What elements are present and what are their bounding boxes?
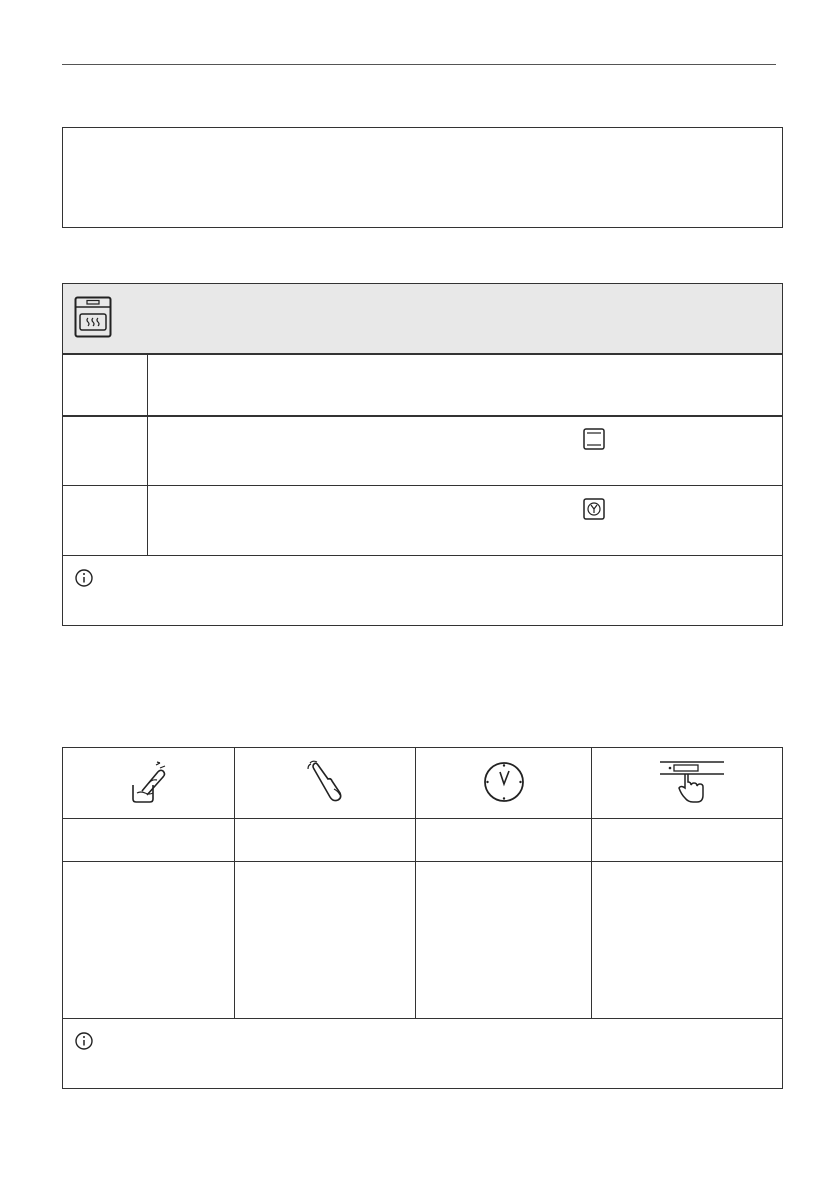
- oven-table-header: [63, 284, 782, 354]
- oven-heating-icon: [74, 296, 112, 338]
- care-table: [62, 747, 783, 1089]
- divider: [63, 818, 782, 819]
- oven-fan-icon: [583, 498, 605, 520]
- hand-wipe-icon: [306, 759, 346, 805]
- divider: [63, 555, 782, 556]
- oven-function-table: [62, 283, 783, 626]
- divider: [63, 485, 782, 486]
- clock-icon: [482, 760, 526, 804]
- warning-box: [62, 127, 783, 228]
- info-icon: [75, 1032, 93, 1050]
- divider: [147, 354, 148, 555]
- control-panel-press-icon: [659, 760, 725, 806]
- info-icon: [75, 569, 93, 587]
- divider: [63, 1018, 782, 1019]
- divider: [415, 748, 416, 1018]
- divider: [591, 748, 592, 1018]
- divider: [63, 353, 782, 355]
- divider: [63, 861, 782, 862]
- oven-top-bottom-heat-icon: [583, 428, 605, 450]
- header-rule: [62, 64, 776, 65]
- divider: [63, 415, 782, 417]
- divider: [234, 748, 235, 1018]
- wash-cloth-bowl-icon: [129, 761, 169, 805]
